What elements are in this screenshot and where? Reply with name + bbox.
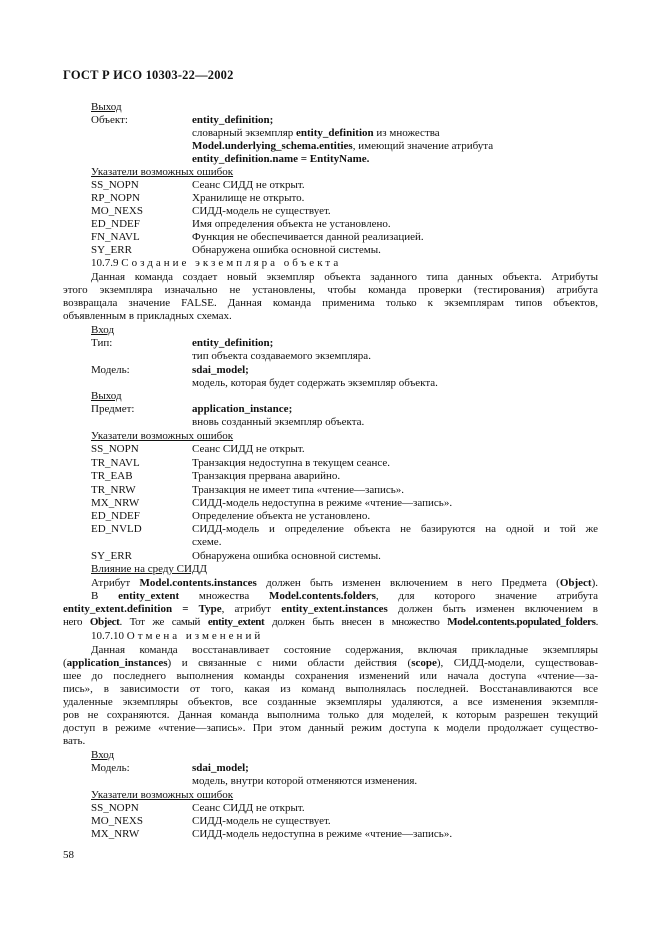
error-code: MO_NEXS [91,205,143,217]
paragraph-line: шее до последнего выполнения команды сохранения изменений или начала доступа «чтение—за- [63,670,598,682]
error-text-continued: схеме. [192,536,222,548]
error-text: СИДД-модель недоступна в режиме «чтение—запись». [192,828,453,840]
errors-heading: Указатели возможных ошибок [91,166,234,178]
error-text: Имя определения объекта не установлено. [192,218,391,230]
object-desc-1: словарный экземпляр entity_definition из множества [192,127,440,139]
object-value: entity_definition; [192,114,274,126]
model-desc: модель, внутри которой отменяются изменения. [192,775,418,787]
object-label: Объект: [91,114,128,126]
error-code: MX_NRW [91,828,140,840]
section-heading: 10.7.9 Создание экземпляра объекта [91,257,342,269]
object-desc-2: Model.underlying_schema.entities, имеющий значение атрибута [192,140,494,152]
error-code: TR_NRW [91,484,136,496]
error-text: Транзакция не имеет типа «чтение—запись». [192,484,405,496]
error-code: ED_NDEF [91,218,140,230]
input-heading: Вход [91,749,115,761]
paragraph-line: доступ в режиме «чтение—запись». При этом данный режим доступа к модели продолжает существо- [63,722,598,734]
error-text: СИДД-модель не существует. [192,205,331,217]
type-label: Тип: [91,337,113,349]
paragraph-line: возвращала значение FALSE. Данная команда применима только к экземплярам типов объектов, [63,297,598,309]
type-desc: тип объекта создаваемого экземпляра. [192,350,371,362]
model-label: Модель: [91,762,130,774]
errors-heading: Указатели возможных ошибок [91,430,234,442]
error-text: Транзакция недоступна в текущем сеансе. [192,457,391,469]
subject-label: Предмет: [91,403,135,415]
error-text: Транзакция прервана аварийно. [192,470,341,482]
error-code: TR_NAVL [91,457,140,469]
effect-line: Атрибут Model.contents.instances должен быть изменен включением в него Предмета (Object). [91,577,598,589]
error-text: СИДД-модель не существует. [192,815,331,827]
error-text: Сеанс СИДД не открыт. [192,802,305,814]
paragraph-line: пись», в зависимости от того, какая из команд выполнялась последней. Восстанавливаются все [63,683,598,695]
paragraph-line: удаленные экземпляры объектов, все созданные экземпляры удаляются, а все изменения экземпля- [63,696,598,708]
error-code: ED_NVLD [91,523,142,535]
error-code: TR_EAB [91,470,133,482]
error-text: Хранилище не открыто. [192,192,305,204]
error-code: ED_NDEF [91,510,140,522]
error-text: СИДД-модель и определение объекта не базируются на одной и той же [192,523,598,535]
subject-desc: вновь созданный экземпляр объекта. [192,416,365,428]
model-value: sdai_model; [192,762,249,774]
model-value: sdai_model; [192,364,249,376]
model-label: Модель: [91,364,130,376]
exit-heading: Выход [91,390,122,402]
error-code: SS_NOPN [91,802,139,814]
paragraph-line: объявленным в прикладных схемах. [63,310,232,322]
paragraph-line: этого экземпляра изначально не установлены, чтобы команда проверки (тестирования) атрибута [63,284,598,296]
section-heading: 10.7.10 Отмена изменений [91,630,264,642]
paragraph-line: ров не сохраняются. Данная команда выполнима только для моделей, к которым разрешен текущий [63,709,598,721]
error-text: Определение объекта не установлено. [192,510,371,522]
type-value: entity_definition; [192,337,274,349]
exit-heading: Выход [91,101,122,113]
error-text: СИДД-модель недоступна в режиме «чтение—запись». [192,497,453,509]
effect-line: В entity_extent множества Model.contents.folders, для которого значение атрибута [91,590,599,602]
page-number: 58 [63,849,74,861]
error-code: SY_ERR [91,244,132,256]
error-code: RP_NOPN [91,192,140,204]
object-desc-3: entity_definition.name = EntityName. [192,153,370,165]
error-code: SY_ERR [91,550,132,562]
error-code: MX_NRW [91,497,140,509]
effect-line: него Object. Тот же самый entity_extent должен быть внесен в множество Model.contents.populated_folders. [63,616,598,628]
effect-line: entity_extent.definition = Type, атрибут entity_extent.instances должен быть изменен включением в [63,603,598,615]
input-heading: Вход [91,324,115,336]
subject-value: application_instance; [192,403,293,415]
page-header: ГОСТ Р ИСО 10303-22—2002 [63,68,234,82]
error-code: SS_NOPN [91,179,139,191]
error-text: Сеанс СИДД не открыт. [192,443,305,455]
error-text: Функция не обеспечивается данной реализацией. [192,231,424,243]
error-text: Обнаружена ошибка основной системы. [192,550,381,562]
effect-heading: Влияние на среду СИДД [91,563,207,575]
paragraph-line: Данная команда восстанавливает состояние содержания, включая прикладные экземпляры [91,644,598,656]
error-code: FN_NAVL [91,231,140,243]
error-code: MO_NEXS [91,815,143,827]
paragraph-line: (application_instances) и связанные с ними области действия (scope), СИДД-модели, существовав- [63,657,598,669]
error-text: Обнаружена ошибка основной системы. [192,244,381,256]
error-text: Сеанс СИДД не открыт. [192,179,305,191]
error-code: SS_NOPN [91,443,139,455]
errors-heading: Указатели возможных ошибок [91,789,234,801]
model-desc: модель, которая будет содержать экземпляр объекта. [192,377,438,389]
paragraph-line: Данная команда создает новый экземпляр объекта заданного типа данных объекта. Атрибуты [91,271,598,283]
paragraph-line: вать. [63,735,86,747]
